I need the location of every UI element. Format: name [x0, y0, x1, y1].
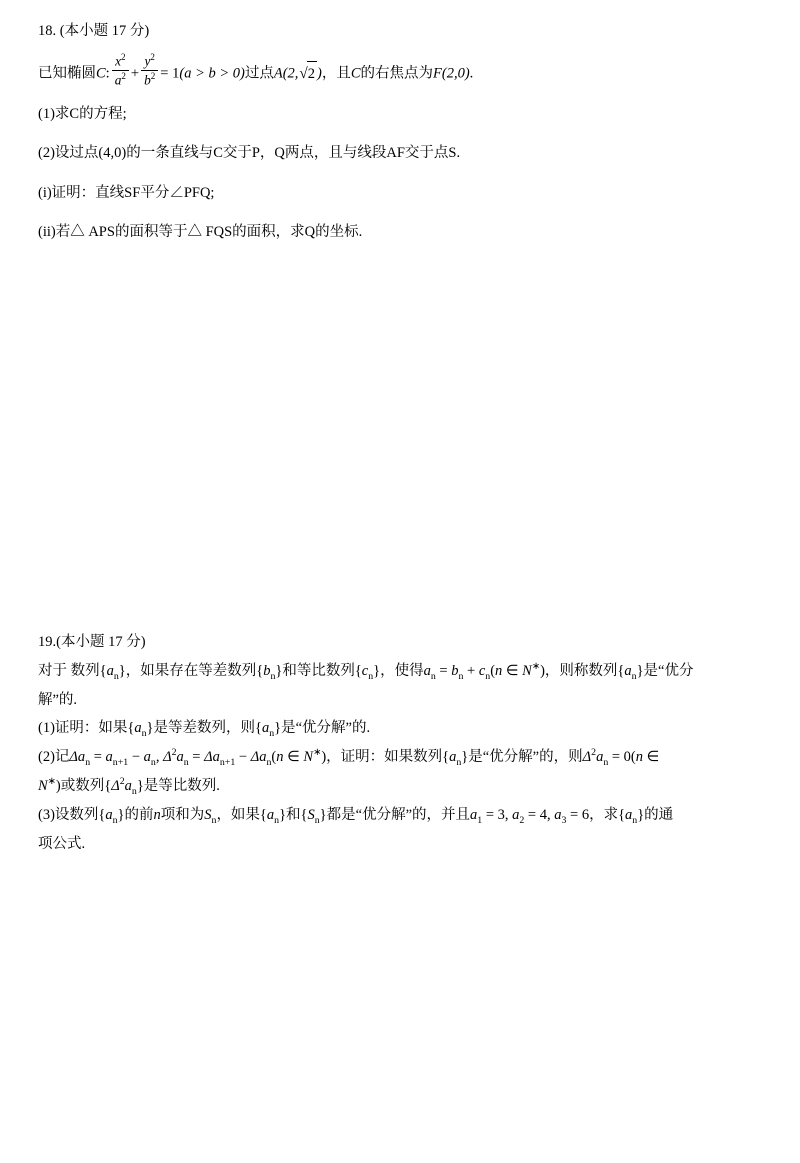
sqrt-2 [298, 61, 317, 88]
and-text: 且 [336, 65, 351, 82]
question-19-part-2: (2)记$\Delta a_n = a_{n+1} - a_n$, $\Delta^2a_n = \Delta a_{n+1} - \Delta a_n(n$ ∈ N∗)，证明：如果数列$\{a_n\}$是“优分解”的，则$\Delta^2a_n = 0(n$ ∈ [38, 747, 660, 768]
question-18-stem [38, 53, 762, 88]
fraction-x2-a2 [112, 53, 129, 88]
point-a-close: ) [317, 65, 322, 82]
passes-through: 过点 [244, 65, 274, 82]
period-end: . [469, 65, 474, 82]
question-19-part-1: (1)证明：如果$\{a_n\}$是等差数列，则$\{a_n\}$是“优分解”的. [38, 719, 371, 739]
question-19-part-3: (3)设数列$\{a_n\}$的前n项和为$S_n$，如果$\{a_n\}$和$\{S_n\}$都是“优分解”的，并且$a_1 = 3$, $a_2 = 4$, $a_3 = 6$，求$\{a_n\}$的通 [38, 807, 674, 827]
point-a: A(2, [273, 65, 299, 82]
question-18 [38, 20, 762, 631]
question-19-part-3-cont: 项公式. [38, 836, 86, 853]
b-var: b [144, 72, 151, 88]
question-19-part-2-cont: N∗)或数列$\{\Delta^2a_n\}$是等比数列. [38, 776, 220, 798]
condition-abc: (a > b > 0) [179, 65, 245, 82]
question-19-line-1: 对于 数列$\{a_n\}$，如果存在等差数列$\{b_n\}$和等比数列$\{c_n\}$，使得$a_n = b_n + c_n(n$ ∈ N∗)，则称数列$\{a_n\}$是“优分 [38, 660, 694, 682]
b-exponent: 2 [150, 71, 156, 82]
stem-prefix: 已知椭圆 [38, 65, 96, 82]
fraction-y2-b2 [141, 53, 158, 88]
question-18-part-2ii: (ii)若△ APS的面积等于△ FQS的面积，求Q的坐标. [38, 224, 363, 240]
x-var: x [115, 53, 121, 69]
question-18-part-2i: (i)证明：直线SF平分∠PFQ; [38, 184, 215, 201]
question-18-part-1: (1)求C的方程; [38, 105, 127, 122]
comma-sep: ， [321, 65, 337, 82]
a-var: a [114, 72, 122, 88]
right-focus-text: 的右焦点为 [360, 65, 434, 82]
stem-colon: : [105, 65, 110, 82]
y-var: y [144, 53, 151, 69]
question-18-heading: 18. (本小题 17 分) [38, 23, 150, 39]
page-content [38, 20, 762, 859]
x-exponent: 2 [121, 52, 126, 63]
y-exponent: 2 [150, 52, 155, 63]
equals-one: = 1 [160, 65, 180, 82]
ellipse-name: C [96, 65, 106, 82]
question-19-line-2: 解”的. [38, 691, 78, 708]
question-19 [38, 631, 762, 858]
question-19-heading: 19.(本小题 17 分) [38, 634, 146, 651]
question-18-part-2: (2)设过点(4,0)的一条直线与C交于P，Q两点，且与线段AF交于点S. [38, 145, 461, 162]
answer-space-18 [38, 259, 762, 631]
ellipse-name-2: C [350, 65, 361, 82]
plus-sign: + [130, 65, 140, 82]
focus-f: F(2,0) [433, 65, 470, 82]
a-exponent: 2 [121, 71, 126, 82]
radical-sign: √ [299, 64, 308, 82]
radicand: 2 [307, 61, 317, 87]
